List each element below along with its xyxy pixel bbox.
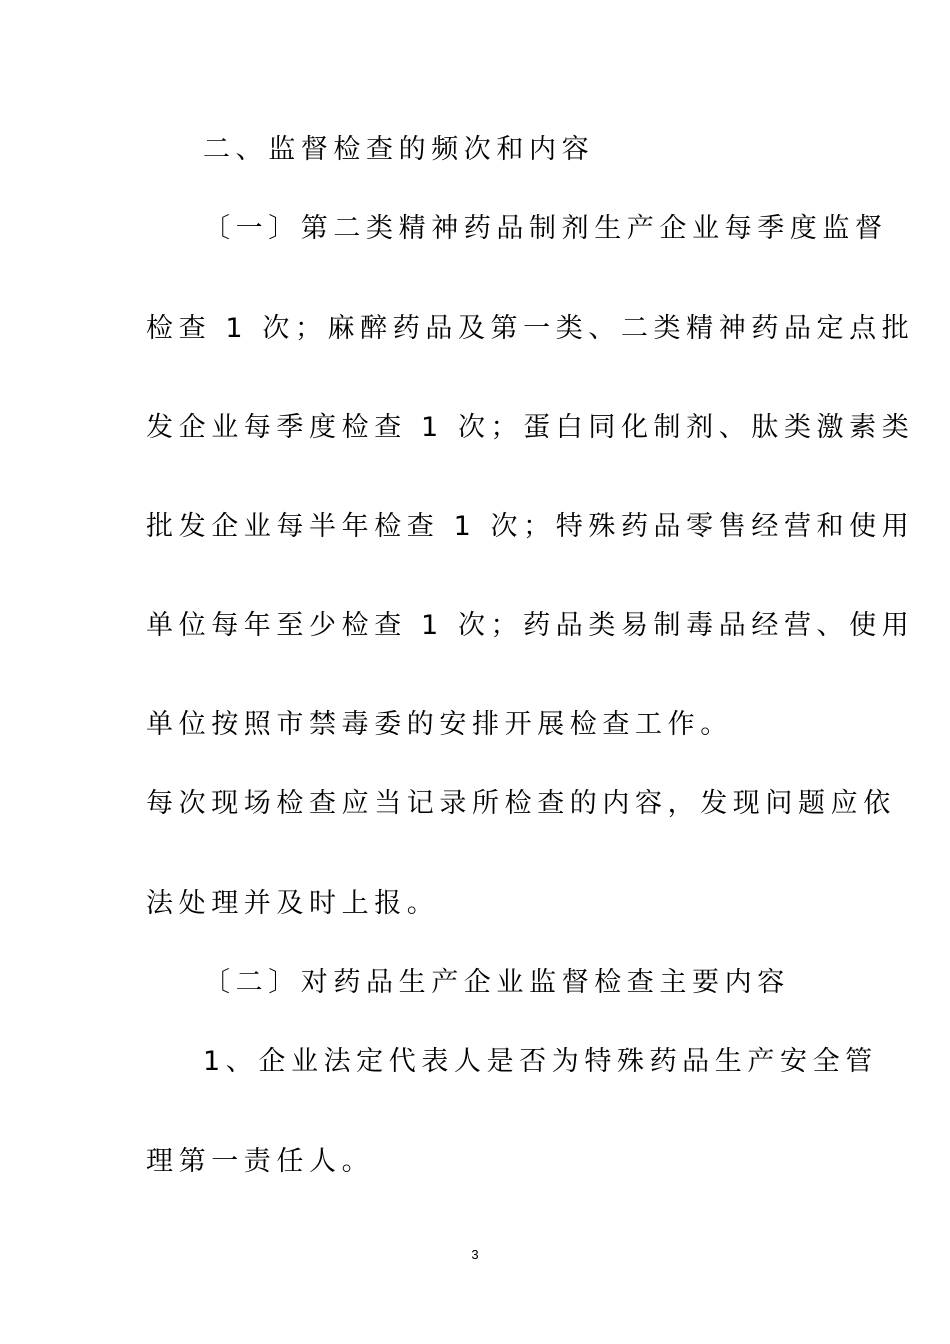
paragraph-line: 〔一〕第二类精神药品制剂生产企业每季度监督	[203, 213, 888, 244]
paragraph-line: 1、企业法定代表人是否为特殊药品生产安全管	[203, 1046, 878, 1077]
paragraph-line: 理第一责任人。	[146, 1146, 375, 1177]
subsection-heading: 〔二〕对药品生产企业监督检查主要内容	[203, 967, 790, 998]
paragraph-line: 法处理并及时上报。	[146, 888, 440, 919]
paragraph-line: 检查 1 次；麻醉药品及第一类、二类精神药品定点批	[146, 313, 915, 344]
page-number: 3	[471, 1247, 479, 1262]
paragraph-line: 单位每年至少检查 1 次；药品类易制毒品经营、使用	[146, 610, 915, 641]
paragraph-line: 批发企业每半年检查 1 次；特殊药品零售经营和使用	[146, 511, 915, 542]
paragraph-line: 发企业每季度检查 1 次；蛋白同化制剂、肽类激素类	[146, 412, 915, 443]
paragraph-line: 每次现场检查应当记录所检查的内容，发现问题应依	[146, 788, 896, 819]
section-heading: 二、监督检查的频次和内容	[203, 134, 595, 165]
paragraph-line: 单位按照市禁毒委的安排开展检查工作。	[146, 709, 733, 740]
